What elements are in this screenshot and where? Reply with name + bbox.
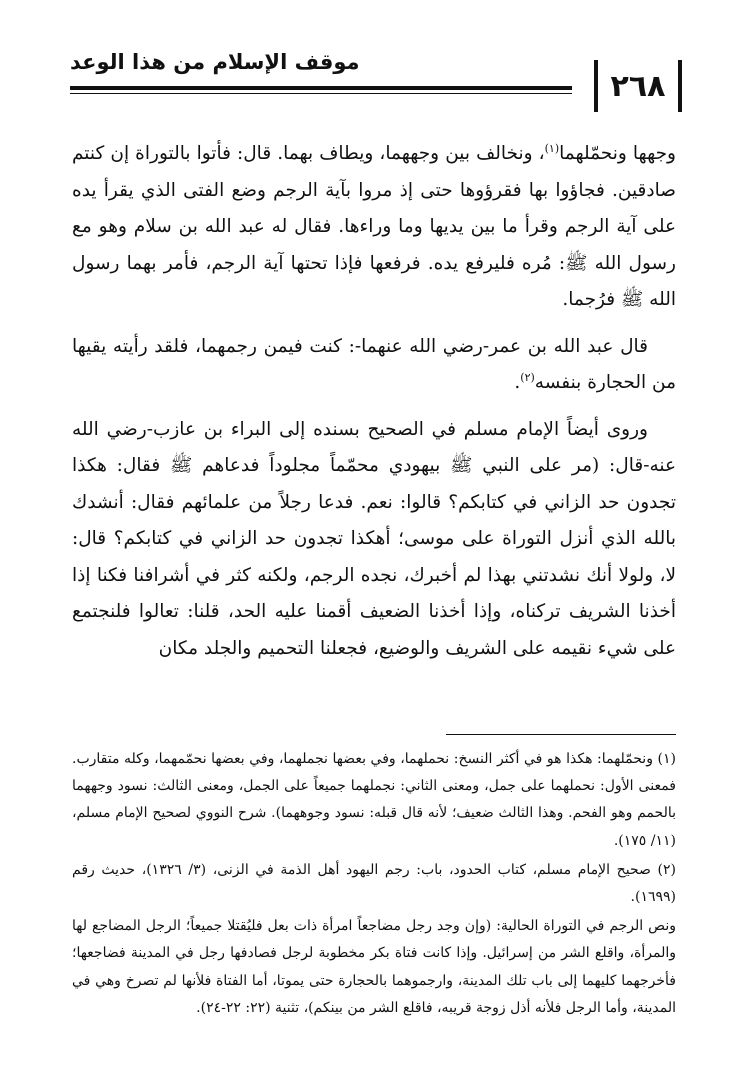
footnote-2-label: (٢) [657,861,676,878]
paragraph-2-end: . [514,372,521,393]
paragraph-1 [72,136,676,319]
paragraph-1-rest: ، ونخالف بين وجههما، ويطاف بهما. قال: فأتوا بالتوراة إن كنتم صادقين. فجاؤوا بها فقرؤوها حتى إذ مروا بآية الرجم وضع الفتى الذي يقرأ يده على آية الرجم وقرأ ما بين يديها وما وراءها. فقال له عبد الله بن سلام وهو مع رسول الله ﷺ: مُره فليرفع يده. فرفعها فإذا تحتها آية الرجم، فأمر بهما رسول الله ﷺ فرُجما. [72,143,676,310]
footnote-1-label: (١) [657,751,676,767]
header-rule-thick [70,86,572,90]
footnote-ref-2: (٢) [520,370,535,384]
page-header [70,44,712,120]
paragraph-1-start: وجهها ونحمّلهما [559,143,676,164]
page-number: ٢٦٨ [594,60,682,112]
footnotes [72,746,676,1024]
main-text [72,136,676,677]
footnote-separator [446,734,676,735]
footnote-2 [72,857,676,911]
paragraph-2-start: قال عبد الله بن عمر-رضي الله عنهما-: كنت فيمن رجمهما، فلقد رأيته يقيها من الحجارة بنفسه [72,335,676,393]
header-rule-thin [70,93,572,94]
footnote-ref-1: (١) [544,141,560,155]
footnote-2-continued: ونص الرجم في التوراة الحالية: (وإن وجد رجل مضاجعاً امرأة ذات بعل فليُقتلا جميعاً؛ الرجل المضاجع لها والمرأة، واقلع الشر من إسرائيل. وإذا كانت فتاة بكر مخطوبة لرجل فصادفها رجل في المدينة فضاجعها؛ فأخرجهما كليهما إلى باب تلك المدينة، وارجموهما بالحجارة حتى يموتا، أما الفتاة فلأنها لم تصرخ وهي في المدينة، وأما الرجل فلأنه أذل زوجة قريبه، فاقلع الشر من بينكم)، تثنية (٢٢: ٢٢-٢٤). [72,918,676,1016]
running-title: موقف الإسلام من هذا الوعد [70,50,360,74]
footnote-1-text: ونحمّلهما: هكذا هو في أكثر النسخ: نحملهما، وفي بعضها نجملهما، وفي بعضها نحمّمهما، وكله متقارب. فمعنى الأول: نحملهما على جمل، ومعنى الثاني: نجملهما جميعاً على الجمل، ومعنى الثالث: نسود وجههما بالحمم وهو الفحم. وهذا الثالث ضعيف؛ لأنه قال قبله: نسود وجوههما). شرح النووي لصحيح الإمام مسلم، (١١/ ١٧٥). [72,751,676,849]
paragraph-2 [72,329,676,402]
footnote-2-text: صحيح الإمام مسلم، كتاب الحدود، باب: رجم اليهود أهل الذمة في الزنى، (٣/ ١٣٢٦)، حديث رقم (١٦٩٩). [72,861,676,906]
paragraph-3: وروى أيضاً الإمام مسلم في الصحيح بسنده إلى البراء بن عازب-رضي الله عنه-قال: (مر على النبي ﷺ بيهودي محمّماً مجلوداً فدعاهم ﷺ فقال: هكذا تجدون حد الزاني في كتابكم؟ قالوا: نعم. فدعا رجلاً من علمائهم فقال: أنشدك بالله الذي أنزل التوراة على موسى؛ أهكذا تجدون حد الزاني في كتابكم؟ قال: لا، ولولا أنك نشدتني بهذا لم أخبرك، نجده الرجم، ولكنه كثر في أشرافنا فكنا إذا أخذنا الشريف تركناه، وإذا أخذنا الضعيف أقمنا عليه الحد، قلنا: تعالوا فلنجتمع على شيء نقيمه على الشريف والوضيع، فجعلنا التحميم والجلد مكان [72,418,676,659]
footnote-1 [72,746,676,855]
